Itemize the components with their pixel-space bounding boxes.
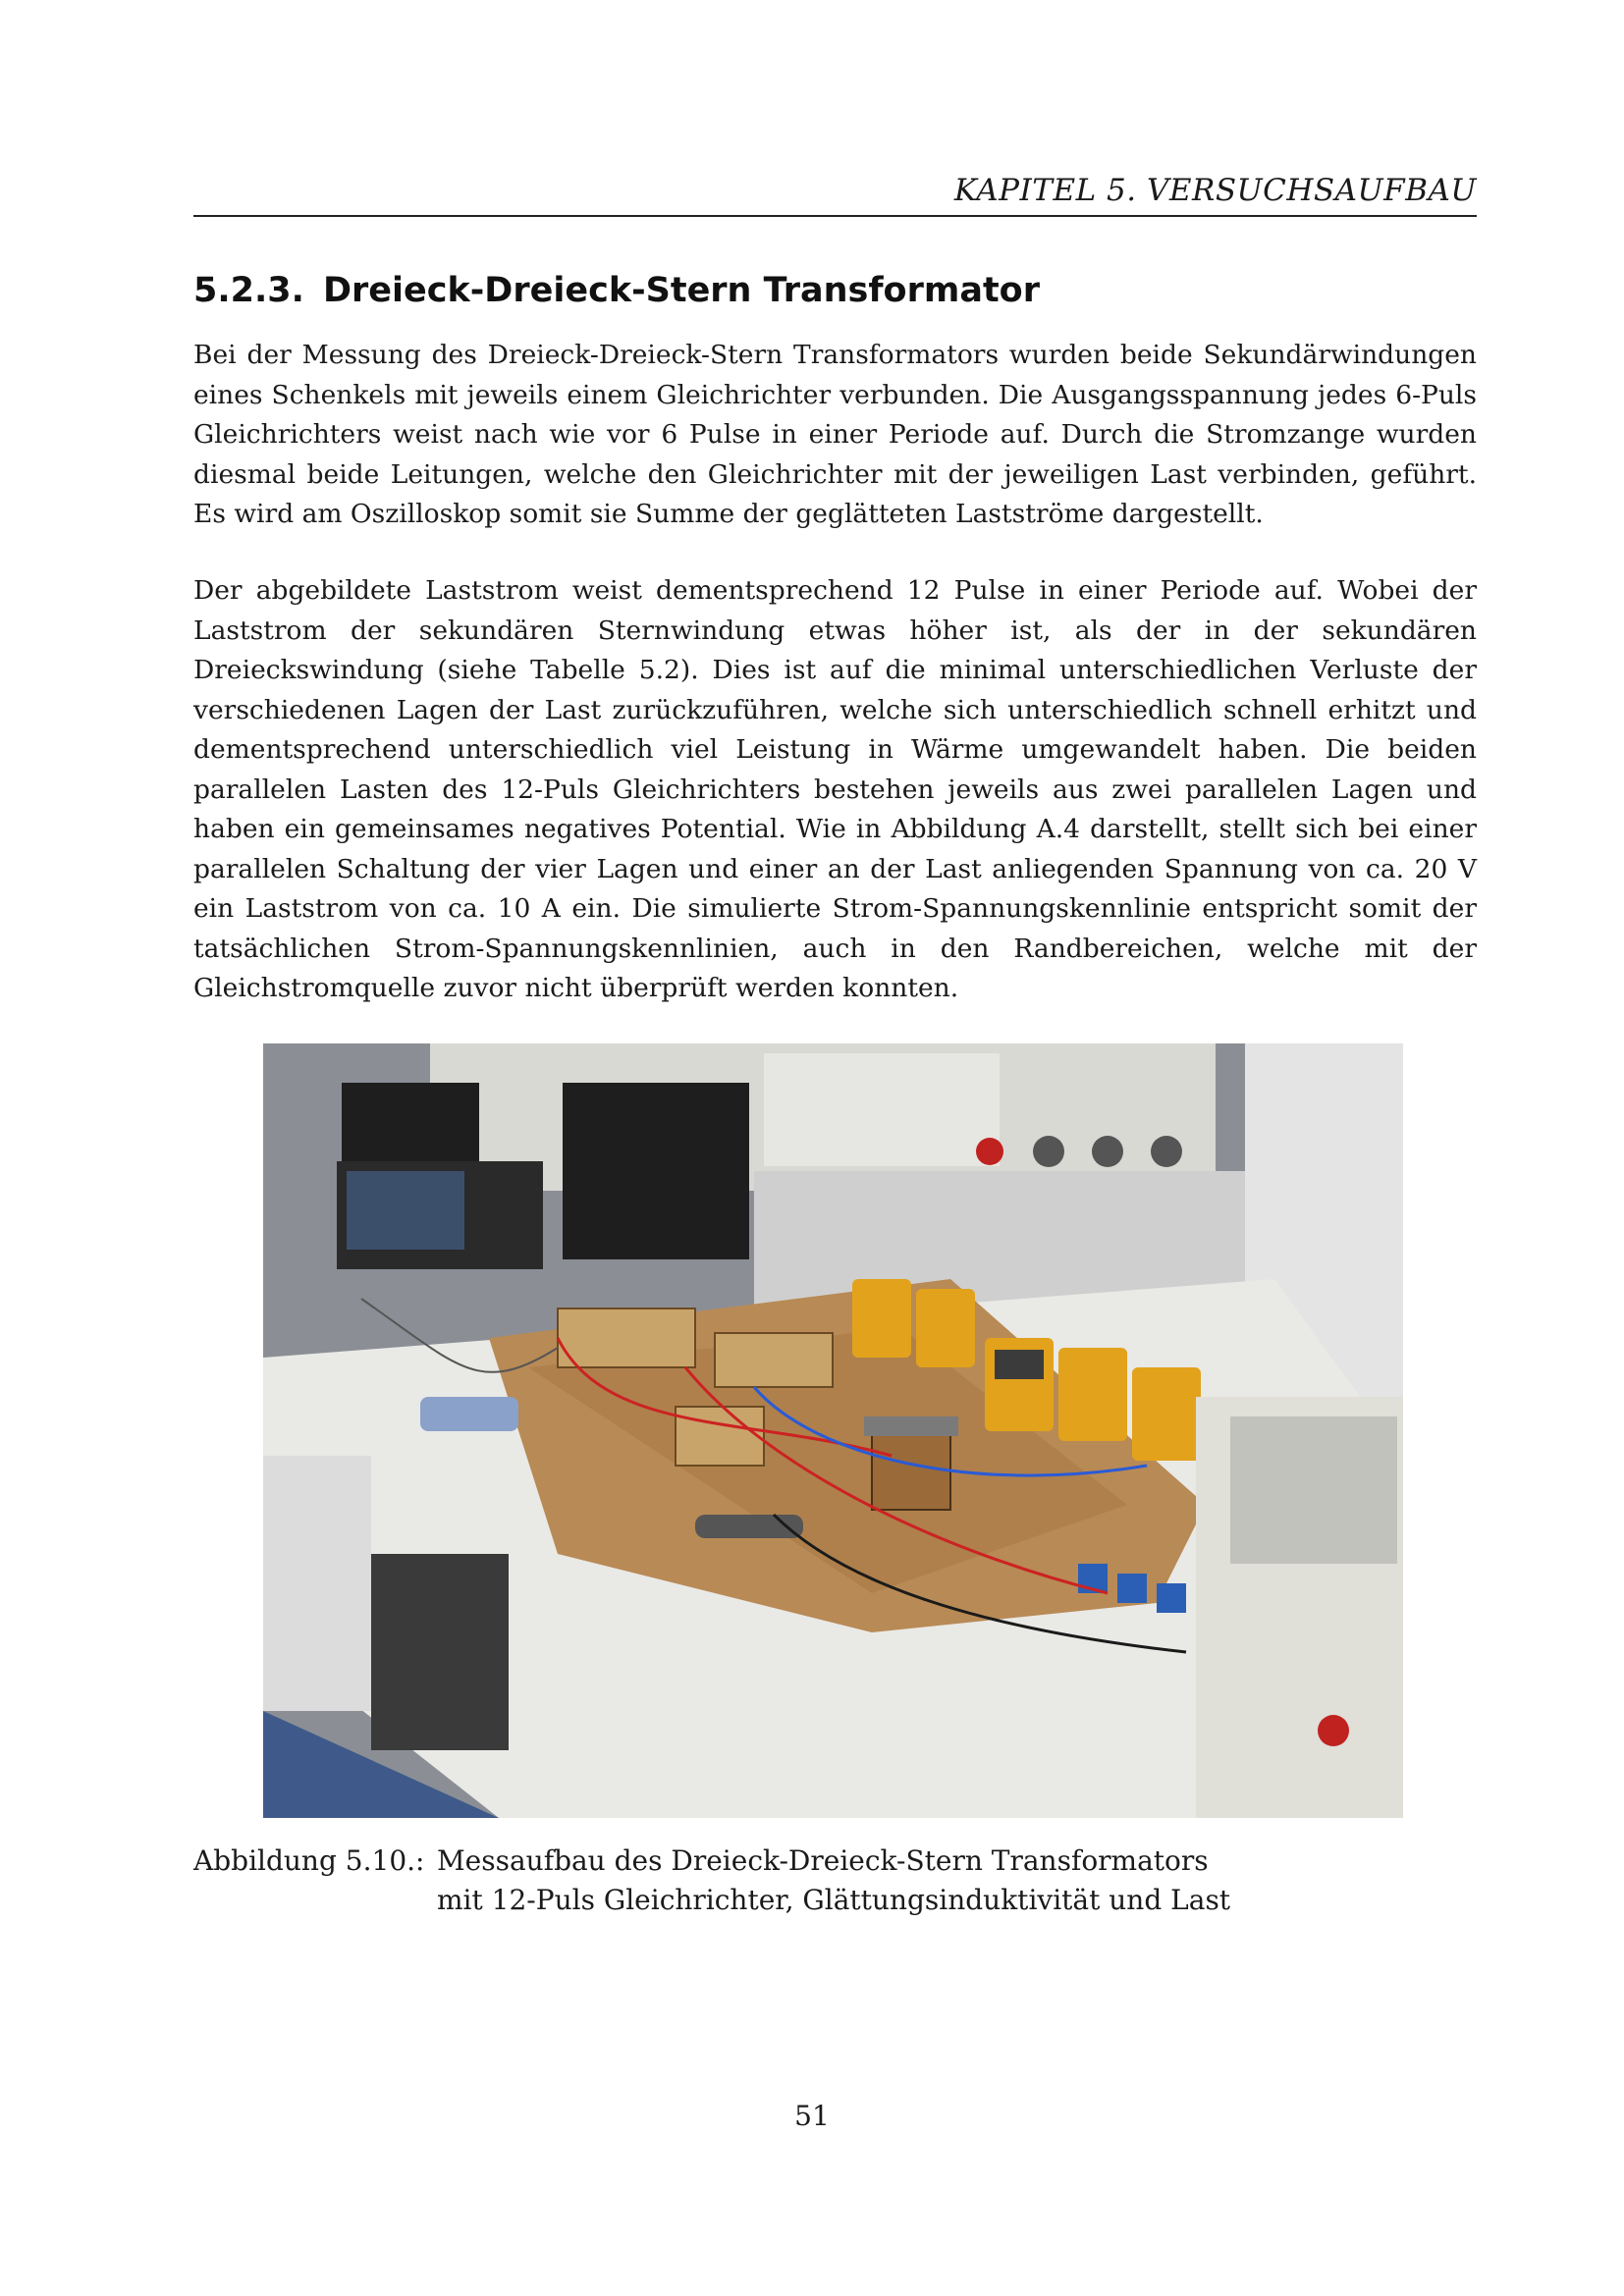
drawer-cabinet xyxy=(263,1456,371,1711)
ventilation-grille xyxy=(1230,1416,1397,1564)
caption-line-1: Messaufbau des Dreieck-Dreieck-Stern Transformators xyxy=(437,1844,1209,1877)
rotary-switch-1 xyxy=(1033,1136,1064,1167)
section-heading xyxy=(193,271,1040,310)
cabinet-button xyxy=(1318,1715,1349,1746)
relay-2 xyxy=(1117,1574,1147,1603)
caption-line-2: mit 12-Puls Gleichrichter, Glättungsinduktivität und Last xyxy=(437,1884,1231,1916)
rectifier-board-3 xyxy=(676,1407,764,1466)
multimeter-1 xyxy=(852,1279,911,1358)
current-clamp xyxy=(420,1397,518,1431)
rectifier-board-2 xyxy=(715,1333,833,1387)
page-number: 51 xyxy=(794,2100,830,2132)
rotary-switch-3 xyxy=(1151,1136,1182,1167)
rectifier-board-1 xyxy=(558,1308,695,1367)
figure-label: Abbildung 5.10.: xyxy=(193,1844,425,1877)
paragraph-2: Der abgebildete Laststrom weist dementsprechend 12 Pulse in einer Periode auf. Wobei der Laststrom der sekundären Sternwindung etwas höher ist, als der in der sekundären Dreieckswindung (siehe Tabelle 5.2). Dies ist auf die minimal unterschiedlichen Verluste der verschiedenen Lagen der Last zurückzuführen, welche sich unterschiedlich schnell erhitzt und dementsprechend unterschiedlich viel Leistung in Wärme umgewandelt haben. Die beiden parallelen Lasten des 12-Puls Gleichrichters bestehen jeweils aus zwei parallelen Lagen und haben ein gemeinsames negatives Potential. Wie in Abbildung A.4 darstellt, stellt sich bei einer parallelen Schaltung der vier Lagen und einer an der Last anliegenden Spannung von ca. 20 V ein Laststrom von ca. 10 A ein. Die simulierte Strom-Spannungskennlinie entspricht somit der tatsächlichen Strom-Spannungskennlinien, auch in den Randbereichen, welche mit der Gleichstromquelle zuvor nicht überprüft werden konnten. xyxy=(193,575,1477,1003)
multimeter-display xyxy=(995,1350,1044,1379)
power-supply-panel xyxy=(764,1053,1000,1166)
multimeter-2 xyxy=(916,1289,975,1367)
rotary-switch-2 xyxy=(1092,1136,1123,1167)
inductor-core xyxy=(864,1416,958,1436)
emergency-stop xyxy=(976,1138,1003,1165)
relay-3 xyxy=(1157,1583,1186,1613)
bag-under-desk xyxy=(371,1554,509,1750)
running-head: KAPITEL 5. VERSUCHSAUFBAU xyxy=(953,173,1477,208)
section-number: 5.2.3. xyxy=(193,271,304,310)
multimeter-4 xyxy=(1058,1348,1127,1441)
monitor-right xyxy=(563,1083,749,1259)
paragraph-1: Bei der Messung des Dreieck-Dreieck-Stern Transformators wurden beide Sekundärwindungen eines Schenkels mit jeweils einem Gleichrichter verbunden. Die Ausgangsspannung jedes 6-Puls Gleichrichters weist nach wie vor 6 Pulse in einer Periode auf. Durch die Stromzange wurden diesmal beide Leitungen, welche den Gleichrichter mit der jeweiligen Last verbinden, geführt. Es wird am Oszilloskop somit sie Summe der geglätteten Lastströme dargestellt. xyxy=(193,340,1477,529)
figure-caption-text xyxy=(437,1842,1468,1920)
header-rule xyxy=(193,215,1477,217)
lab-setup-photo xyxy=(263,1043,1403,1818)
section-title-text: Dreieck-Dreieck-Stern Transformator xyxy=(322,271,1040,310)
multimeter-5 xyxy=(1132,1367,1201,1461)
oscilloscope-screen xyxy=(347,1171,464,1250)
figure-photo xyxy=(263,1043,1403,1818)
